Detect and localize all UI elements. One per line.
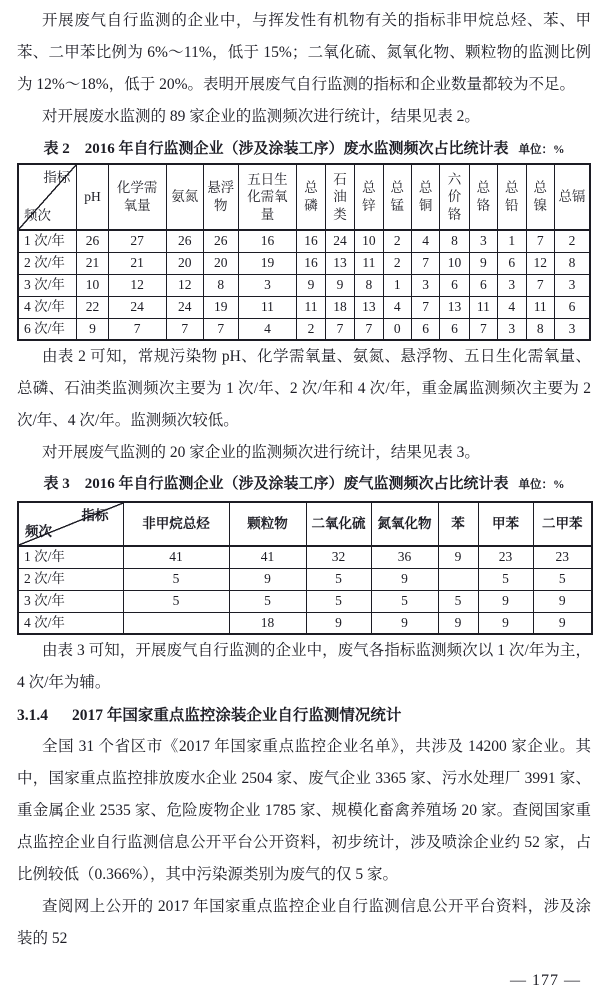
table-cell: 3 [554,274,590,296]
table-2-caption: 表 2 2016 年自行监测企业（涉及涂装工序）废水监测频次占比统计表 [43,141,509,157]
table-cell: 2 [383,252,411,274]
table-cell: 26 [77,230,108,252]
column-header: 总镉 [554,164,590,230]
table-row [18,546,592,568]
table-3-wastegas-frequency [17,501,593,635]
table-cell: 4 [498,296,526,318]
table-row [18,252,590,274]
column-header: pH [77,164,108,230]
table-cell: 9 [371,612,438,634]
table-cell: 18 [229,612,306,634]
table-cell: 27 [108,230,166,252]
row-label: 2 次/年 [18,568,123,590]
table-cell: 7 [411,296,439,318]
table-cell: 24 [166,296,204,318]
table-cell: 11 [355,252,383,274]
table-cell: 6 [440,274,469,296]
table-cell: 12 [166,274,204,296]
section-title: 2017 年国家重点监控涂装企业自行监测情况统计 [72,707,402,724]
table-cell: 7 [355,318,383,340]
table-3-title [17,474,591,495]
row-label: 4 次/年 [18,612,123,634]
table-cell: 9 [371,568,438,590]
column-header: 石油类 [325,164,354,230]
column-header: 总铜 [411,164,439,230]
table-cell [123,612,229,634]
paragraph-online-platform: 查阅网上公开的 2017 年国家重点监控企业自行监测信息公开平台资料，涉及涂装的 52 [17,898,591,947]
table-cell: 9 [478,590,533,612]
table-cell: 20 [166,252,204,274]
table-cell: 5 [533,568,592,590]
table-cell: 3 [469,230,497,252]
corner-indicator-frequency-cell [18,502,123,546]
table-cell: 8 [204,274,238,296]
table-cell: 9 [533,590,592,612]
table-cell: 21 [77,252,108,274]
table-cell: 8 [554,252,590,274]
column-header: 总铬 [469,164,497,230]
table-row [18,612,592,634]
table-cell: 1 [498,230,526,252]
table-row [18,230,590,252]
table-cell: 7 [204,318,238,340]
table-cell: 32 [306,546,371,568]
table-cell: 11 [297,296,325,318]
table-cell: 26 [204,230,238,252]
table-3-caption: 表 3 2016 年自行监测企业（涉及涂装工序）废气监测频次占比统计表 [43,476,509,492]
table-cell: 9 [438,546,478,568]
table-cell: 5 [123,568,229,590]
table-cell: 23 [533,546,592,568]
table-cell: 1 [383,274,411,296]
table-row [18,318,590,340]
table-cell: 24 [108,296,166,318]
column-header: 五日生化需氧量 [238,164,297,230]
table-cell: 9 [438,612,478,634]
row-label: 2 次/年 [18,252,77,274]
column-header: 氮氧化物 [371,502,438,546]
paragraph-wastegas-intro: 对开展废气监测的 20 家企业的监测频次进行统计，结果见表 3。 [42,444,480,461]
table-2-unit-label: 单位：% [518,144,565,156]
table-cell: 41 [123,546,229,568]
table-cell: 6 [554,296,590,318]
table-cell: 36 [371,546,438,568]
table-cell: 2 [383,230,411,252]
column-header: 氨氮 [166,164,204,230]
table-cell: 3 [498,318,526,340]
row-label: 1 次/年 [18,230,77,252]
table-cell: 7 [411,252,439,274]
table-cell: 5 [229,590,306,612]
table-cell: 4 [383,296,411,318]
table-cell: 8 [440,230,469,252]
table-cell: 9 [469,252,497,274]
table-cell: 3 [411,274,439,296]
table-cell: 3 [238,274,297,296]
table-cell: 5 [438,590,478,612]
table-cell: 5 [123,590,229,612]
table-cell: 9 [306,612,371,634]
table-cell: 12 [526,252,554,274]
table-cell: 12 [108,274,166,296]
table-2-wastewater-frequency [17,163,591,341]
column-header: 悬浮物 [204,164,238,230]
table-cell: 8 [355,274,383,296]
header-row [18,502,592,546]
table-cell: 9 [77,318,108,340]
table-cell: 6 [411,318,439,340]
table-cell: 6 [440,318,469,340]
table-row [18,568,592,590]
table-3-unit-label: 单位：% [518,479,565,491]
table-cell: 5 [306,590,371,612]
table-cell: 16 [297,230,325,252]
column-header: 总铅 [498,164,526,230]
table-row [18,296,590,318]
table-cell: 26 [166,230,204,252]
table-cell: 11 [238,296,297,318]
table-cell: 16 [297,252,325,274]
section-heading-3-1-4 [17,703,591,729]
table-cell: 13 [325,252,354,274]
row-label: 6 次/年 [18,318,77,340]
table-cell: 6 [469,274,497,296]
table-cell: 10 [77,274,108,296]
table-cell: 2 [297,318,325,340]
table-cell: 3 [554,318,590,340]
table-cell: 5 [478,568,533,590]
table-cell: 16 [238,230,297,252]
table-cell: 10 [355,230,383,252]
table-row [18,274,590,296]
row-label: 1 次/年 [18,546,123,568]
paragraph-wastewater-intro: 对开展废水监测的 89 家企业的监测频次进行统计，结果见表 2。 [42,108,480,125]
row-label: 3 次/年 [18,274,77,296]
column-header: 总镍 [526,164,554,230]
table-cell: 9 [533,612,592,634]
table-row [18,590,592,612]
row-label: 3 次/年 [18,590,123,612]
table-cell: 41 [229,546,306,568]
table-cell: 7 [469,318,497,340]
table-cell: 22 [77,296,108,318]
row-label: 4 次/年 [18,296,77,318]
paragraph-national-key-enterprises: 全国 31 个省区市《2017 年国家重点监控企业名单》，共涉及 14200 家企业。其中，国家重点监控排放废水企业 2504 家、废气企业 3365 家、污水处理厂 3991 家、重金属企业 2535 家、危险废物企业 1785 家、规模化畜禽养殖场 20 家。查阅国家重点监控企业自行监测信息公开平台公开资料，初步统计，涉及喷涂企业约 52 家，占比例较低（0.366%），其中污染源类别为废气的仅 5 家。 [17,738,591,883]
table-cell: 7 [526,230,554,252]
table-cell: 20 [204,252,238,274]
table-cell: 5 [306,568,371,590]
corner-label-frequency: 频次 [24,208,51,224]
table-cell: 21 [108,252,166,274]
page-number: — 177 — [510,972,581,989]
table-cell: 4 [238,318,297,340]
table-cell: 18 [325,296,354,318]
table-cell: 9 [325,274,354,296]
section-number: 3.1.4 [17,707,48,724]
table-cell: 11 [526,296,554,318]
table-cell: 13 [440,296,469,318]
table-cell: 4 [411,230,439,252]
column-header: 甲苯 [478,502,533,546]
table-cell: 7 [166,318,204,340]
table-cell: 6 [498,252,526,274]
column-header: 二甲苯 [533,502,592,546]
table-cell: 5 [371,590,438,612]
table-cell: 8 [526,318,554,340]
table-cell: 24 [325,230,354,252]
table-cell: 7 [325,318,354,340]
corner-label-indicator: 指标 [43,170,71,185]
table-cell [438,568,478,590]
table-cell: 10 [440,252,469,274]
table-cell: 7 [526,274,554,296]
table-cell: 3 [498,274,526,296]
table-cell: 2 [554,230,590,252]
corner-label-frequency: 频次 [25,524,52,540]
table-2-title [17,139,591,160]
column-header: 总锰 [383,164,411,230]
paragraph-waste-gas-overview: 开展废气自行监测的企业中，与挥发性有机物有关的指标非甲烷总烃、苯、甲苯、二甲苯比例为 6%～11%，低于 15%；二氧化硫、氮氧化物、颗粒物的监测比例为 12%～18%，低于 20%。表明开展废气自行监测的指标和企业数量都较为不足。 [17,12,591,93]
table-cell: 0 [383,318,411,340]
table-cell: 13 [355,296,383,318]
table-cell: 7 [108,318,166,340]
column-header: 总磷 [297,164,325,230]
paragraph-table3-analysis: 由表 3 可知，开展废气自行监测的企业中，废气各指标监测频次以 1 次/年为主，4 次/年为辅。 [17,642,591,691]
column-header: 六价铬 [440,164,469,230]
column-header: 非甲烷总烃 [123,502,229,546]
column-header: 颗粒物 [229,502,306,546]
corner-label-indicator: 指标 [81,508,109,523]
header-row [18,164,590,230]
table-cell: 9 [297,274,325,296]
table-cell: 19 [204,296,238,318]
corner-indicator-frequency-cell [18,164,77,230]
column-header: 总锌 [355,164,383,230]
table-cell: 9 [229,568,306,590]
table-cell: 11 [469,296,497,318]
paragraph-table2-analysis: 由表 2 可知，常规污染物 pH、化学需氧量、氨氮、悬浮物、五日生化需氧量、总磷、石油类监测频次主要为 1 次/年、2 次/年和 4 次/年，重金属监测频次主要为 2 次/年、4 次/年。监测频次较低。 [17,348,591,429]
table-cell: 9 [478,612,533,634]
column-header: 化学需氧量 [108,164,166,230]
column-header: 二氧化硫 [306,502,371,546]
column-header: 苯 [438,502,478,546]
table-cell: 19 [238,252,297,274]
table-cell: 23 [478,546,533,568]
